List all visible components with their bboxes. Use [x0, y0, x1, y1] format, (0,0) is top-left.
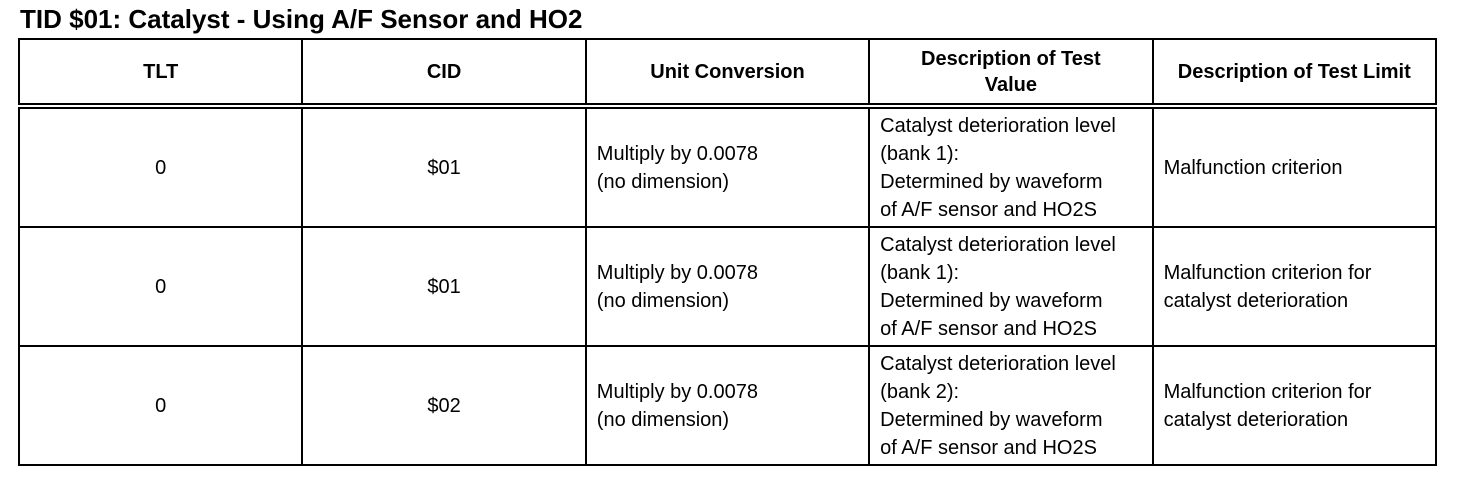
table-row [19, 106, 1436, 227]
header-test-value-description [869, 39, 1152, 106]
cell-test-value-description-line: (bank 1): [880, 142, 960, 165]
cell-test-limit-description-line: catalyst deterioration [1163, 289, 1349, 312]
cell-unit-conversion-line: (no dimension) [596, 289, 730, 312]
cell-test-limit-description-line: catalyst deterioration [1163, 408, 1349, 431]
cell-test-value-description-line: Catalyst deterioration level [880, 352, 1116, 375]
cell-test-limit-description-line: Malfunction criterion [1163, 156, 1343, 179]
table-body [19, 106, 1436, 465]
cell-tlt: 0 [19, 106, 302, 227]
cell-cid: $01 [302, 106, 585, 227]
cell-unit-conversion-line: Multiply by 0.0078 [596, 380, 758, 403]
cell-test-value-description-line: Determined by waveform [880, 408, 1103, 431]
cell-cid: $01 [302, 227, 585, 346]
header-cid: CID [302, 39, 585, 106]
cell-cid: $02 [302, 346, 585, 465]
cell-unit-conversion-line: Multiply by 0.0078 [596, 261, 758, 284]
cell-tlt: 0 [19, 227, 302, 346]
test-table [18, 38, 1437, 466]
cell-test-value-description-line: (bank 1): [880, 261, 960, 284]
cell-unit-conversion-line: Multiply by 0.0078 [596, 142, 758, 165]
cell-test-value-description-line: of A/F sensor and HO2S [880, 317, 1097, 340]
cell-test-value-description-line: Catalyst deterioration level [880, 114, 1116, 137]
document-title: TID $01: Catalyst - Using A/F Sensor and HO2 [20, 4, 583, 34]
cell-test-value-description [869, 227, 1152, 346]
cell-test-limit-description-line: Malfunction criterion for [1163, 261, 1372, 284]
cell-test-value-description-line: Catalyst deterioration level [880, 233, 1116, 256]
table-row [19, 346, 1436, 465]
cell-unit-conversion-line: (no dimension) [596, 170, 730, 193]
cell-unit-conversion-line: (no dimension) [596, 408, 730, 431]
table-row [19, 227, 1436, 346]
cell-test-value-description-line: of A/F sensor and HO2S [880, 436, 1097, 459]
header-tlt: TLT [19, 39, 302, 106]
header-unit-conversion: Unit Conversion [586, 39, 869, 106]
header-test-value-line: Description of Test Value [921, 47, 1101, 96]
cell-test-value-description-line: of A/F sensor and HO2S [880, 198, 1097, 221]
cell-test-limit-description-line: Malfunction criterion for [1163, 380, 1372, 403]
cell-unit-conversion [586, 346, 869, 465]
cell-tlt: 0 [19, 346, 302, 465]
cell-test-value-description-line: Determined by waveform [880, 289, 1103, 312]
cell-test-value-description [869, 106, 1152, 227]
header-test-limit-description: Description of Test Limit [1153, 39, 1436, 106]
cell-unit-conversion [586, 106, 869, 227]
cell-test-value-description [869, 346, 1152, 465]
cell-test-value-description-line: (bank 2): [880, 380, 960, 403]
cell-test-value-description-line: Determined by waveform [880, 170, 1103, 193]
header-row [19, 39, 1436, 106]
cell-unit-conversion [586, 227, 869, 346]
cell-test-limit-description [1153, 346, 1436, 465]
cell-test-limit-description [1153, 227, 1436, 346]
cell-test-limit-description [1153, 106, 1436, 227]
